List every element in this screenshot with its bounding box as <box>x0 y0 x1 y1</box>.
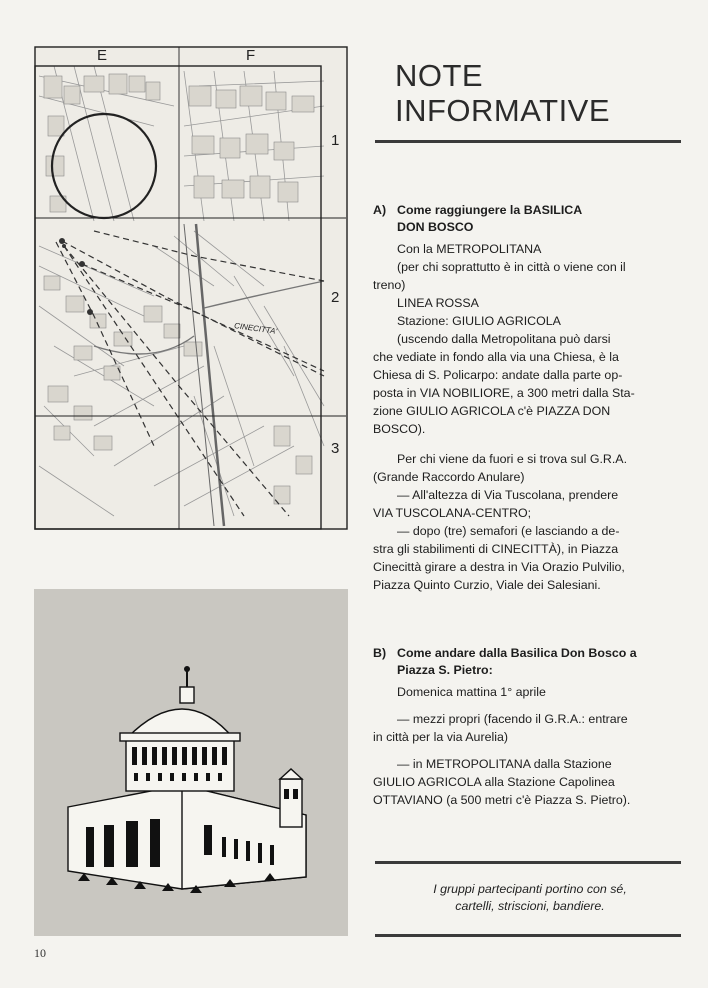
text-line: (uscendo dalla Metropolitana può darsi <box>397 332 611 346</box>
text-line: zione GIULIO AGRICOLA c'è PIAZZA DON <box>373 404 611 418</box>
map-row-label-1: 1 <box>331 132 340 149</box>
text-line: — All'altezza di Via Tuscolana, prendere <box>397 488 619 502</box>
title-rule <box>375 140 681 143</box>
text-line: VIA TUSCOLANA-CENTRO; <box>373 506 532 520</box>
text-line: Per chi viene da fuori e si trova sul G.R.A. <box>397 452 628 466</box>
text-line: posta in VIA NOBILIORE, a 300 metri dalla Sta- <box>373 386 635 400</box>
section-b <box>373 645 683 809</box>
section-b-letter: B) <box>373 646 387 660</box>
text-line: — mezzi propri (facendo il G.R.A.: entrare <box>397 712 628 726</box>
text-line: Con la METROPOLITANA <box>397 242 542 256</box>
page-title-line-1: NOTE <box>395 58 484 93</box>
text-line: Piazza Quinto Curzio, Viale dei Salesiani. <box>373 578 601 592</box>
street-map <box>34 46 348 530</box>
map-row-label-2: 2 <box>331 289 340 306</box>
section-a-heading <box>373 202 683 236</box>
section-a <box>373 202 683 594</box>
note-rule-top <box>375 861 681 864</box>
page-title <box>395 58 695 128</box>
text-line: BOSCO). <box>373 422 426 436</box>
street-map-drawing <box>34 46 348 530</box>
page-title-line-2: INFORMATIVE <box>395 93 611 128</box>
text-line: OTTAVIANO (a 500 metri c'è Piazza S. Pietro). <box>373 793 631 807</box>
closing-note-line: I gruppi partecipanti portino con sé, <box>433 882 627 896</box>
section-a-heading-line: Come raggiungere la BASILICA <box>397 203 583 217</box>
text-line: — dopo (tre) semafori (e lasciando a de- <box>397 524 620 538</box>
section-a-heading-line: DON BOSCO <box>397 220 474 234</box>
text-line: Chiesa di S. Policarpo: andate dalla parte op- <box>373 368 623 382</box>
map-column-label-f: F <box>246 47 256 64</box>
map-place-label: CINECITTA' <box>233 321 278 336</box>
section-b-heading-line: Piazza S. Pietro: <box>397 663 493 677</box>
note-rule-bottom <box>375 934 681 937</box>
text-line: Domenica mattina 1° aprile <box>397 685 546 699</box>
text-line: — in METROPOLITANA dalla Stazione <box>397 757 612 771</box>
text-line: LINEA ROSSA <box>397 296 479 310</box>
section-b-heading-line: Come andare dalla Basilica Don Bosco a <box>397 646 637 660</box>
section-a-letter: A) <box>373 203 387 217</box>
text-line: treno) <box>373 278 406 292</box>
page-number: 10 <box>34 946 46 960</box>
map-row-label-3: 3 <box>331 440 340 457</box>
text-line: che vediate in fondo alla via una Chiesa, è la <box>373 350 619 364</box>
text-line: stra gli stabilimenti di CINECITTÀ), in Piazza <box>373 542 619 556</box>
section-b-heading <box>373 645 683 679</box>
text-line: (per chi soprattutto è in città o viene con il <box>397 260 626 274</box>
closing-note <box>380 881 680 915</box>
basilica-drawing <box>34 589 348 936</box>
text-line: GIULIO AGRICOLA alla Stazione Capolinea <box>373 775 615 789</box>
text-line: Cinecittà girare a destra in Via Orazio Pulvilio, <box>373 560 625 574</box>
text-line: Stazione: GIULIO AGRICOLA <box>397 314 561 328</box>
closing-note-line: cartelli, striscioni, bandiere. <box>455 899 605 913</box>
text-line: in città per la via Aurelia) <box>373 730 508 744</box>
map-column-label-e: E <box>97 47 108 64</box>
basilica-illustration <box>34 589 348 936</box>
text-line: (Grande Raccordo Anulare) <box>373 470 525 484</box>
